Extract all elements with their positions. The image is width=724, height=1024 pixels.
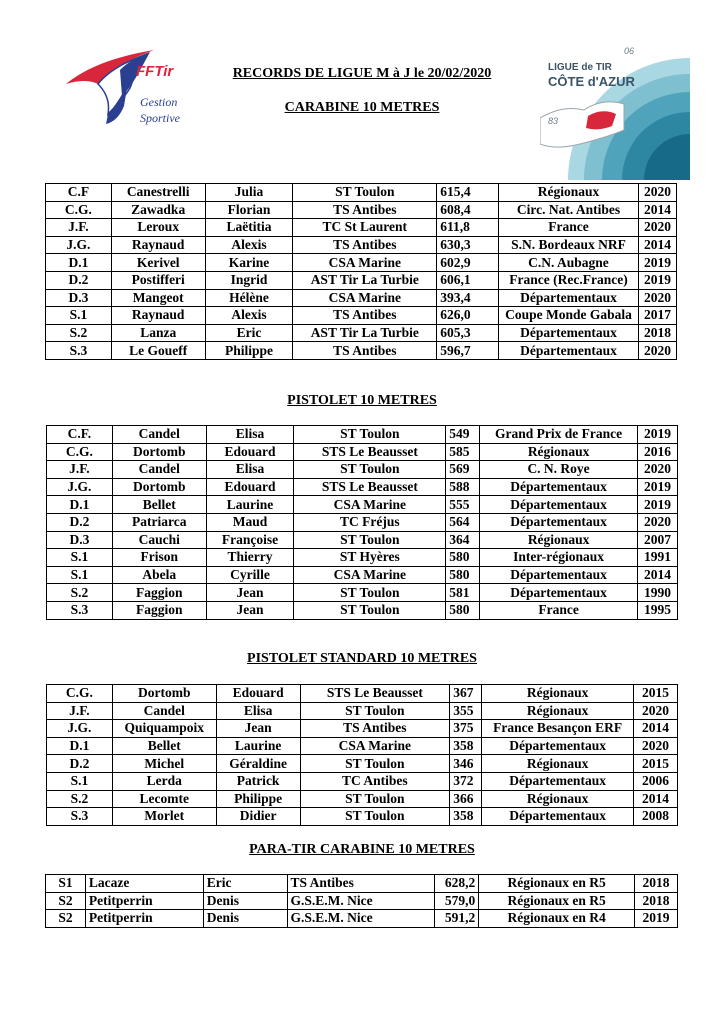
cell-category: S.2 — [47, 790, 113, 808]
records-table-pistolet — [46, 425, 678, 620]
cell-first-name: Karine — [205, 254, 293, 272]
cell-club: ST Toulon — [294, 461, 446, 479]
table-row — [47, 685, 678, 703]
table-row — [47, 790, 678, 808]
cell-competition: Régionaux — [499, 184, 639, 202]
cell-score: 569 — [446, 461, 480, 479]
cell-year: 2020 — [638, 184, 676, 202]
cell-score: 367 — [450, 685, 482, 703]
cell-club: CSA Marine — [294, 566, 446, 584]
cell-club: ST Toulon — [294, 601, 446, 619]
table-row — [47, 513, 678, 531]
cell-last-name: Dortomb — [112, 685, 216, 703]
cell-category: D.2 — [47, 513, 113, 531]
cell-last-name: Petitperrin — [85, 910, 203, 928]
table-row — [46, 324, 677, 342]
cell-first-name: Julia — [205, 184, 293, 202]
cell-year: 2018 — [638, 324, 676, 342]
cell-competition: Régionaux — [480, 531, 638, 549]
cell-category: S.1 — [47, 549, 113, 567]
cell-competition: Régionaux — [482, 702, 634, 720]
cell-club: ST Toulon — [293, 184, 437, 202]
cell-category: S.3 — [47, 808, 113, 826]
cell-club: ST Toulon — [300, 790, 450, 808]
cell-last-name: Leroux — [111, 219, 205, 237]
cell-competition: France Besançon ERF — [482, 720, 634, 738]
cell-first-name: Hélène — [205, 289, 293, 307]
cell-club: TS Antibes — [287, 875, 435, 893]
cell-club: ST Toulon — [300, 702, 450, 720]
cell-competition: Départementaux — [499, 324, 639, 342]
cell-category: D.3 — [47, 531, 113, 549]
cell-year: 1991 — [638, 549, 678, 567]
cell-last-name: Le Goueff — [111, 342, 205, 360]
cell-score: 549 — [446, 426, 480, 444]
cell-score: 606,1 — [437, 271, 499, 289]
cell-competition: Circ. Nat. Antibes — [499, 201, 639, 219]
cell-club: CSA Marine — [300, 737, 450, 755]
cell-score: 626,0 — [437, 307, 499, 325]
cell-category: J.F. — [47, 702, 113, 720]
cell-competition: Départementaux — [480, 496, 638, 514]
cell-first-name: Jean — [216, 720, 300, 738]
cell-score: 615,4 — [437, 184, 499, 202]
logo-line1: Gestion — [140, 95, 178, 109]
cell-club: CSA Marine — [294, 496, 446, 514]
cell-last-name: Candel — [112, 702, 216, 720]
table-row — [46, 219, 677, 237]
cell-last-name: Quiquampoix — [112, 720, 216, 738]
cell-competition: Départementaux — [499, 342, 639, 360]
table-row — [46, 254, 677, 272]
cell-score: 366 — [450, 790, 482, 808]
cell-score: 580 — [446, 601, 480, 619]
cell-first-name: Eric — [203, 875, 287, 893]
cell-club: AST Tir La Turbie — [293, 324, 437, 342]
logo-right-num-top: 06 — [624, 46, 635, 56]
cell-last-name: Raynaud — [111, 236, 205, 254]
cell-year: 2020 — [634, 737, 678, 755]
cell-last-name: Candel — [112, 461, 206, 479]
cell-score: 346 — [450, 755, 482, 773]
cell-first-name: Denis — [203, 892, 287, 910]
cell-last-name: Lerda — [112, 772, 216, 790]
cell-competition: Départementaux — [482, 772, 634, 790]
cell-first-name: Ingrid — [205, 271, 293, 289]
cell-category: C.G. — [47, 685, 113, 703]
cell-year: 2016 — [638, 443, 678, 461]
cell-competition: Régionaux en R5 — [479, 892, 635, 910]
cell-competition: Départementaux — [480, 513, 638, 531]
cell-competition: Grand Prix de France — [480, 426, 638, 444]
cell-club: TS Antibes — [293, 342, 437, 360]
cell-club: TS Antibes — [293, 307, 437, 325]
cell-first-name: Cyrille — [206, 566, 294, 584]
cell-club: TC Antibes — [300, 772, 450, 790]
table-row — [47, 737, 678, 755]
cell-club: TS Antibes — [293, 201, 437, 219]
cell-year: 2020 — [634, 702, 678, 720]
table-row — [46, 892, 678, 910]
cell-competition: Régionaux — [482, 685, 634, 703]
table-row — [47, 772, 678, 790]
cell-category: D.3 — [46, 289, 112, 307]
cell-last-name: Candel — [112, 426, 206, 444]
table-row — [47, 566, 678, 584]
cell-score: 581 — [446, 584, 480, 602]
cell-year: 2007 — [638, 531, 678, 549]
cell-competition: Inter-régionaux — [480, 549, 638, 567]
cell-first-name: Edouard — [206, 478, 294, 496]
cell-last-name: Morlet — [112, 808, 216, 826]
cell-last-name: Faggion — [112, 601, 206, 619]
cell-first-name: Elisa — [206, 426, 294, 444]
logo-line2: Sportive — [140, 111, 180, 125]
cell-last-name: Frison — [112, 549, 206, 567]
cell-club: STS Le Beausset — [294, 478, 446, 496]
cell-first-name: Jean — [206, 601, 294, 619]
cell-category: S.1 — [47, 772, 113, 790]
cell-score: 358 — [450, 808, 482, 826]
cell-first-name: Philippe — [216, 790, 300, 808]
cell-year: 2014 — [638, 236, 676, 254]
cell-club: ST Toulon — [300, 755, 450, 773]
table-row — [46, 289, 677, 307]
cell-first-name: Philippe — [205, 342, 293, 360]
logo-brand: FFTir — [136, 63, 174, 80]
cell-club: STS Le Beausset — [294, 443, 446, 461]
cell-category: S.1 — [46, 307, 112, 325]
cell-category: S1 — [46, 875, 86, 893]
cell-year: 1995 — [638, 601, 678, 619]
cell-first-name: Maud — [206, 513, 294, 531]
cell-first-name: Laurine — [216, 737, 300, 755]
cell-year: 2017 — [638, 307, 676, 325]
cell-first-name: Edouard — [206, 443, 294, 461]
cell-competition: France — [499, 219, 639, 237]
section-title-pistolet: PISTOLET 10 METRES — [287, 393, 437, 408]
table-row — [47, 443, 678, 461]
table-row — [47, 584, 678, 602]
cell-first-name: Patrick — [216, 772, 300, 790]
cell-category: J.F. — [46, 219, 112, 237]
cell-competition: Départementaux — [480, 584, 638, 602]
cell-last-name: Dortomb — [112, 443, 206, 461]
cell-first-name: Eric — [205, 324, 293, 342]
cell-category: S.2 — [47, 584, 113, 602]
cell-score: 579,0 — [435, 892, 479, 910]
cell-category: J.G. — [46, 236, 112, 254]
logo-right-num-bottom: 83 — [548, 116, 559, 126]
cell-first-name: Alexis — [205, 307, 293, 325]
cell-last-name: Michel — [112, 755, 216, 773]
cell-club: ST Hyères — [294, 549, 446, 567]
cell-year: 2015 — [634, 755, 678, 773]
cell-last-name: Raynaud — [111, 307, 205, 325]
cell-score: 605,3 — [437, 324, 499, 342]
cell-score: 564 — [446, 513, 480, 531]
cell-first-name: Didier — [216, 808, 300, 826]
cell-competition: Départementaux — [480, 566, 638, 584]
records-table-pistolet-standard — [46, 684, 678, 826]
cell-first-name: Edouard — [216, 685, 300, 703]
cell-first-name: Elisa — [206, 461, 294, 479]
cell-first-name: Alexis — [205, 236, 293, 254]
cell-last-name: Lecomte — [112, 790, 216, 808]
cell-category: D.1 — [47, 737, 113, 755]
cell-score: 596,7 — [437, 342, 499, 360]
section-title-pistolet-standard: PISTOLET STANDARD 10 METRES — [247, 651, 477, 666]
cell-last-name: Kerivel — [111, 254, 205, 272]
table-row — [46, 307, 677, 325]
cell-category: D.1 — [47, 496, 113, 514]
table-row — [46, 342, 677, 360]
cell-category: S2 — [46, 892, 86, 910]
cell-score: 372 — [450, 772, 482, 790]
cell-score: 628,2 — [435, 875, 479, 893]
cell-category: C.G. — [47, 443, 113, 461]
table-row — [46, 875, 678, 893]
table-row — [47, 808, 678, 826]
cell-club: G.S.E.M. Nice — [287, 892, 435, 910]
cell-category: J.G. — [47, 478, 113, 496]
cell-competition: Coupe Monde Gabala — [499, 307, 639, 325]
cell-first-name: Elisa — [216, 702, 300, 720]
cell-competition: Régionaux en R4 — [479, 910, 635, 928]
cell-score: 364 — [446, 531, 480, 549]
cell-club: STS Le Beausset — [300, 685, 450, 703]
cell-year: 1990 — [638, 584, 678, 602]
cell-year: 2020 — [638, 461, 678, 479]
table-row — [47, 478, 678, 496]
cell-year: 2014 — [638, 566, 678, 584]
cell-year: 2020 — [638, 513, 678, 531]
cell-competition: France — [480, 601, 638, 619]
cell-last-name: Lacaze — [85, 875, 203, 893]
cell-competition: Départementaux — [482, 808, 634, 826]
cell-year: 2015 — [634, 685, 678, 703]
cell-competition: Départementaux — [480, 478, 638, 496]
cell-club: CSA Marine — [293, 289, 437, 307]
cell-competition: Régionaux — [482, 755, 634, 773]
cell-year: 2019 — [638, 496, 678, 514]
cell-category: J.F. — [47, 461, 113, 479]
table-row — [47, 461, 678, 479]
table-row — [46, 201, 677, 219]
cell-first-name: Géraldine — [216, 755, 300, 773]
document-title: RECORDS DE LIGUE M à J le 20/02/2020 — [232, 66, 492, 81]
cell-category: C.F. — [47, 426, 113, 444]
cell-category: J.G. — [47, 720, 113, 738]
cell-score: 393,4 — [437, 289, 499, 307]
cell-last-name: Faggion — [112, 584, 206, 602]
cell-score: 611,8 — [437, 219, 499, 237]
cell-competition: Départementaux — [482, 737, 634, 755]
cell-category: S.3 — [47, 601, 113, 619]
cell-score: 608,4 — [437, 201, 499, 219]
table-row — [47, 496, 678, 514]
cell-club: CSA Marine — [293, 254, 437, 272]
cell-score: 585 — [446, 443, 480, 461]
cell-score: 580 — [446, 566, 480, 584]
table-row — [47, 426, 678, 444]
cell-club: G.S.E.M. Nice — [287, 910, 435, 928]
cell-score: 375 — [450, 720, 482, 738]
table-row — [47, 531, 678, 549]
cell-year: 2019 — [638, 478, 678, 496]
logo-right-line2: CÔTE d'AZUR — [548, 74, 635, 89]
cell-club: ST Toulon — [300, 808, 450, 826]
cell-year: 2020 — [638, 219, 676, 237]
table-row — [46, 236, 677, 254]
cell-first-name: Denis — [203, 910, 287, 928]
records-table-para-tir — [45, 874, 678, 928]
cell-last-name: Dortomb — [112, 478, 206, 496]
cell-first-name: Françoise — [206, 531, 294, 549]
cell-last-name: Bellet — [112, 496, 206, 514]
cell-competition: C. N. Roye — [480, 461, 638, 479]
cell-category: S.2 — [46, 324, 112, 342]
cell-last-name: Patriarca — [112, 513, 206, 531]
records-table-carabine — [45, 183, 677, 360]
cell-first-name: Jean — [206, 584, 294, 602]
cell-score: 591,2 — [435, 910, 479, 928]
section-title-carabine: CARABINE 10 METRES — [284, 100, 440, 115]
cell-year: 2020 — [638, 289, 676, 307]
cell-year: 2008 — [634, 808, 678, 826]
table-row — [47, 702, 678, 720]
table-row — [46, 910, 678, 928]
cell-year: 2014 — [634, 790, 678, 808]
table-row — [47, 755, 678, 773]
cell-category: S.1 — [47, 566, 113, 584]
cell-first-name: Laurine — [206, 496, 294, 514]
cell-club: TS Antibes — [293, 236, 437, 254]
cell-year: 2018 — [635, 892, 678, 910]
cell-score: 355 — [450, 702, 482, 720]
cell-category: S.3 — [46, 342, 112, 360]
table-row — [47, 549, 678, 567]
cell-year: 2019 — [638, 254, 676, 272]
table-row — [47, 720, 678, 738]
cell-first-name: Laëtitia — [205, 219, 293, 237]
section-title-para-tir: PARA-TIR CARABINE 10 METRES — [249, 842, 475, 857]
cell-category: D.1 — [46, 254, 112, 272]
cell-year: 2014 — [634, 720, 678, 738]
cell-club: TC St Laurent — [293, 219, 437, 237]
cell-club: TS Antibes — [300, 720, 450, 738]
cell-club: ST Toulon — [294, 584, 446, 602]
cell-score: 555 — [446, 496, 480, 514]
cell-year: 2018 — [635, 875, 678, 893]
cell-year: 2014 — [638, 201, 676, 219]
cell-score: 580 — [446, 549, 480, 567]
cell-category: D.2 — [47, 755, 113, 773]
cell-score: 630,3 — [437, 236, 499, 254]
cell-club: AST Tir La Turbie — [293, 271, 437, 289]
cell-category: S2 — [46, 910, 86, 928]
cell-year: 2019 — [638, 426, 678, 444]
cell-competition: S.N. Bordeaux NRF — [499, 236, 639, 254]
cell-competition: France (Rec.France) — [499, 271, 639, 289]
cell-last-name: Abela — [112, 566, 206, 584]
cell-first-name: Thierry — [206, 549, 294, 567]
cell-competition: Départementaux — [499, 289, 639, 307]
cell-category: C.F — [46, 184, 112, 202]
cell-club: ST Toulon — [294, 426, 446, 444]
cell-year: 2020 — [638, 342, 676, 360]
cell-competition: Régionaux en R5 — [479, 875, 635, 893]
cell-score: 588 — [446, 478, 480, 496]
cell-competition: Régionaux — [480, 443, 638, 461]
table-row — [46, 184, 677, 202]
cell-last-name: Postifferi — [111, 271, 205, 289]
cell-score: 358 — [450, 737, 482, 755]
cell-last-name: Canestrelli — [111, 184, 205, 202]
cell-score: 602,9 — [437, 254, 499, 272]
cell-last-name: Zawadka — [111, 201, 205, 219]
cell-year: 2019 — [635, 910, 678, 928]
cell-year: 2006 — [634, 772, 678, 790]
cell-year: 2019 — [638, 271, 676, 289]
logo-right-line1: LIGUE de TIR — [548, 62, 612, 73]
cell-last-name: Cauchi — [112, 531, 206, 549]
cell-club: ST Toulon — [294, 531, 446, 549]
cell-category: C.G. — [46, 201, 112, 219]
table-row — [47, 601, 678, 619]
cell-last-name: Mangeot — [111, 289, 205, 307]
cell-last-name: Bellet — [112, 737, 216, 755]
cell-competition: C.N. Aubagne — [499, 254, 639, 272]
cell-last-name: Petitperrin — [85, 892, 203, 910]
cell-last-name: Lanza — [111, 324, 205, 342]
table-row — [46, 271, 677, 289]
cell-first-name: Florian — [205, 201, 293, 219]
cell-category: D.2 — [46, 271, 112, 289]
cell-club: TC Fréjus — [294, 513, 446, 531]
cell-competition: Régionaux — [482, 790, 634, 808]
